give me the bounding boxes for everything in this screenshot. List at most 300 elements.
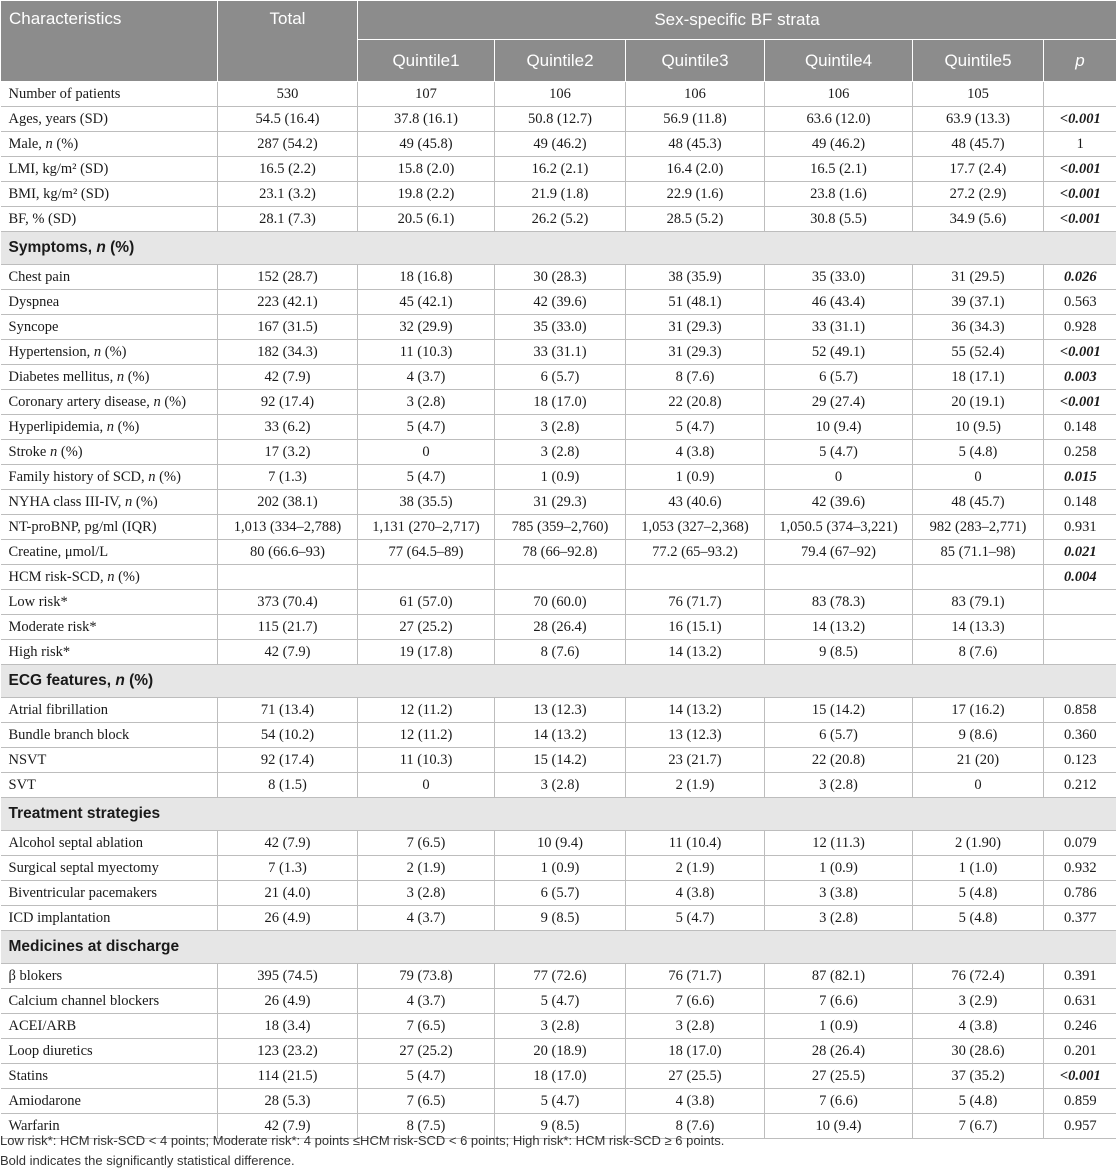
table-cell: 83 (78.3) xyxy=(765,590,913,615)
table-row xyxy=(1,831,1116,856)
table-cell: 6 (5.7) xyxy=(765,365,913,390)
table-cell: 106 xyxy=(495,82,626,107)
table-cell: 3 (2.8) xyxy=(765,906,913,931)
table-row xyxy=(1,265,1116,290)
table-cell: 50.8 (12.7) xyxy=(495,107,626,132)
p-value-cell: <0.001 xyxy=(1044,182,1116,207)
table-row xyxy=(1,182,1116,207)
table-cell: 33 (31.1) xyxy=(765,315,913,340)
table-cell: 20 (19.1) xyxy=(913,390,1044,415)
table-cell: 6 (5.7) xyxy=(765,723,913,748)
table-cell: 6 (5.7) xyxy=(495,365,626,390)
table-cell: 3 (2.8) xyxy=(626,1014,765,1039)
table-cell: 8 (7.5) xyxy=(358,1114,495,1139)
table-row xyxy=(1,565,1116,590)
table-cell: 18 (17.0) xyxy=(495,390,626,415)
p-value-cell: 0.928 xyxy=(1044,315,1116,340)
table-row xyxy=(1,881,1116,906)
table-row xyxy=(1,515,1116,540)
table-cell: 63.6 (12.0) xyxy=(765,107,913,132)
p-value-cell: 0.786 xyxy=(1044,881,1116,906)
table-cell: 22 (20.8) xyxy=(626,390,765,415)
p-value-cell: 0.079 xyxy=(1044,831,1116,856)
table-cell: 77 (72.6) xyxy=(495,964,626,989)
table-row xyxy=(1,490,1116,515)
table-cell: 10 (9.4) xyxy=(765,1114,913,1139)
table-cell: 0 xyxy=(913,773,1044,798)
table-cell: 373 (70.4) xyxy=(218,590,358,615)
table-cell: 52 (49.1) xyxy=(765,340,913,365)
table-cell: 48 (45.7) xyxy=(913,132,1044,157)
header-quintile-2: Quintile2 xyxy=(495,40,626,82)
header-strata: Sex-specific BF strata xyxy=(358,1,1116,40)
row-label: High risk* xyxy=(1,640,218,665)
table-cell: 223 (42.1) xyxy=(218,290,358,315)
table-cell: 76 (71.7) xyxy=(626,590,765,615)
table-cell: 17 (3.2) xyxy=(218,440,358,465)
table-cell: 1,131 (270–2,717) xyxy=(358,515,495,540)
table-cell: 5 (4.7) xyxy=(358,1064,495,1089)
table-cell: 83 (79.1) xyxy=(913,590,1044,615)
row-label: Atrial fibrillation xyxy=(1,698,218,723)
table-row xyxy=(1,1089,1116,1114)
table-cell: 4 (3.8) xyxy=(626,440,765,465)
table-cell: 76 (72.4) xyxy=(913,964,1044,989)
table-cell: 7 (6.5) xyxy=(358,1089,495,1114)
p-value-cell: 0.957 xyxy=(1044,1114,1116,1139)
row-label: Warfarin xyxy=(1,1114,218,1139)
table-cell: 5 (4.7) xyxy=(495,1089,626,1114)
table-cell: 79 (73.8) xyxy=(358,964,495,989)
table-row xyxy=(1,989,1116,1014)
table-cell: 152 (28.7) xyxy=(218,265,358,290)
table-cell: 1 (0.9) xyxy=(765,856,913,881)
table-cell: 32 (29.9) xyxy=(358,315,495,340)
table-row xyxy=(1,440,1116,465)
row-label: HCM risk-SCD, n (%) xyxy=(1,565,218,590)
table-row xyxy=(1,390,1116,415)
table-cell: 0 xyxy=(913,465,1044,490)
table-cell: 14 (13.2) xyxy=(765,615,913,640)
table-cell: 3 (3.8) xyxy=(765,881,913,906)
section-title: Symptoms, n (%) xyxy=(1,232,1116,265)
table-cell: 10 (9.4) xyxy=(495,831,626,856)
p-value-cell: 0.026 xyxy=(1044,265,1116,290)
table-row xyxy=(1,1064,1116,1089)
table-cell: 7 (6.5) xyxy=(358,831,495,856)
table-cell: 1 (0.9) xyxy=(626,465,765,490)
table-cell: 20.5 (6.1) xyxy=(358,207,495,232)
table-cell: 18 (16.8) xyxy=(358,265,495,290)
table-cell: 48 (45.7) xyxy=(913,490,1044,515)
table-cell: 21 (20) xyxy=(913,748,1044,773)
p-value-cell: 0.931 xyxy=(1044,515,1116,540)
row-label: BMI, kg/m² (SD) xyxy=(1,182,218,207)
table-cell: 123 (23.2) xyxy=(218,1039,358,1064)
table-cell: 23 (21.7) xyxy=(626,748,765,773)
table-cell: 2 (1.9) xyxy=(626,773,765,798)
row-label: Amiodarone xyxy=(1,1089,218,1114)
table-row xyxy=(1,157,1116,182)
row-label: NT-proBNP, pg/ml (IQR) xyxy=(1,515,218,540)
header-quintile-4: Quintile4 xyxy=(765,40,913,82)
table-cell: 31 (29.3) xyxy=(495,490,626,515)
section-row xyxy=(1,798,1116,831)
footnote-risk: Low risk*: HCM risk-SCD < 4 points; Moderate risk*: 4 points ≤HCM risk-SCD < 6 points; High risk*: HCM risk-SCD ≥ 6 points. xyxy=(0,1133,725,1148)
row-label: ACEI/ARB xyxy=(1,1014,218,1039)
row-label: Low risk* xyxy=(1,590,218,615)
table-cell: 105 xyxy=(913,82,1044,107)
header-characteristics: Characteristics xyxy=(1,1,218,82)
p-value-cell: 0.858 xyxy=(1044,698,1116,723)
p-value-cell: 0.859 xyxy=(1044,1089,1116,1114)
table-cell: 5 (4.8) xyxy=(913,906,1044,931)
table-cell: 37.8 (16.1) xyxy=(358,107,495,132)
row-label: β blokers xyxy=(1,964,218,989)
p-value-cell: <0.001 xyxy=(1044,340,1116,365)
table-body xyxy=(1,82,1116,1139)
table-cell: 1,050.5 (374–3,221) xyxy=(765,515,913,540)
table-row xyxy=(1,640,1116,665)
table-cell: 49 (46.2) xyxy=(765,132,913,157)
table-cell: 5 (4.7) xyxy=(765,440,913,465)
row-label: Alcohol septal ablation xyxy=(1,831,218,856)
p-value-cell: 0.246 xyxy=(1044,1014,1116,1039)
row-label: ICD implantation xyxy=(1,906,218,931)
table-cell: 10 (9.4) xyxy=(765,415,913,440)
table-cell: 28 (26.4) xyxy=(495,615,626,640)
p-value-cell: <0.001 xyxy=(1044,207,1116,232)
row-label: Biventricular pacemakers xyxy=(1,881,218,906)
table-cell: 92 (17.4) xyxy=(218,390,358,415)
table-cell: 51 (48.1) xyxy=(626,290,765,315)
table-cell: 11 (10.4) xyxy=(626,831,765,856)
table-cell: 16.2 (2.1) xyxy=(495,157,626,182)
table-cell: 42 (39.6) xyxy=(765,490,913,515)
table-cell: 16 (15.1) xyxy=(626,615,765,640)
table-cell: 31 (29.3) xyxy=(626,340,765,365)
table-cell: 107 xyxy=(358,82,495,107)
table-cell: 12 (11.3) xyxy=(765,831,913,856)
row-label: Stroke n (%) xyxy=(1,440,218,465)
table-row xyxy=(1,415,1116,440)
table-cell: 45 (42.1) xyxy=(358,290,495,315)
table-cell: 56.9 (11.8) xyxy=(626,107,765,132)
section-row xyxy=(1,232,1116,265)
table-cell: 1 (0.9) xyxy=(765,1014,913,1039)
row-label: Calcium channel blockers xyxy=(1,989,218,1014)
footnote-bold: Bold indicates the significantly statistical difference. xyxy=(0,1153,295,1168)
p-value-cell: 0.563 xyxy=(1044,290,1116,315)
table-cell: 30 (28.3) xyxy=(495,265,626,290)
table-cell: 4 (3.7) xyxy=(358,989,495,1014)
table-cell: 9 (8.5) xyxy=(765,640,913,665)
row-label: Diabetes mellitus, n (%) xyxy=(1,365,218,390)
table-cell: 167 (31.5) xyxy=(218,315,358,340)
table-cell: 14 (13.2) xyxy=(626,640,765,665)
table-cell: 19 (17.8) xyxy=(358,640,495,665)
table-cell: 785 (359–2,760) xyxy=(495,515,626,540)
table-cell: 42 (7.9) xyxy=(218,1114,358,1139)
table-cell: 4 (3.8) xyxy=(626,1089,765,1114)
table-cell xyxy=(626,565,765,590)
table-cell: 22 (20.8) xyxy=(765,748,913,773)
table-cell: 1 (0.9) xyxy=(495,856,626,881)
table-cell: 3 (2.8) xyxy=(495,415,626,440)
table-cell: 8 (1.5) xyxy=(218,773,358,798)
table-cell: 3 (2.8) xyxy=(495,440,626,465)
table-cell: 34.9 (5.6) xyxy=(913,207,1044,232)
table-cell: 5 (4.7) xyxy=(626,415,765,440)
table-cell: 7 (6.6) xyxy=(765,1089,913,1114)
table-cell: 38 (35.9) xyxy=(626,265,765,290)
table-cell: 8 (7.6) xyxy=(626,1114,765,1139)
table-cell xyxy=(913,565,1044,590)
table-cell: 28.1 (7.3) xyxy=(218,207,358,232)
table-row xyxy=(1,1039,1116,1064)
row-label: SVT xyxy=(1,773,218,798)
table-cell: 30.8 (5.5) xyxy=(765,207,913,232)
table-cell: 7 (6.7) xyxy=(913,1114,1044,1139)
table-cell: 15 (14.2) xyxy=(765,698,913,723)
table-cell: 28 (26.4) xyxy=(765,1039,913,1064)
table-cell: 71 (13.4) xyxy=(218,698,358,723)
row-label: Number of patients xyxy=(1,82,218,107)
table-cell: 16.4 (2.0) xyxy=(626,157,765,182)
table-cell: 49 (45.8) xyxy=(358,132,495,157)
table-cell: 114 (21.5) xyxy=(218,1064,358,1089)
table-cell: 7 (6.6) xyxy=(626,989,765,1014)
table-cell: 38 (35.5) xyxy=(358,490,495,515)
table-cell: 31 (29.5) xyxy=(913,265,1044,290)
table-cell: 33 (6.2) xyxy=(218,415,358,440)
table-cell: 87 (82.1) xyxy=(765,964,913,989)
table-cell: 13 (12.3) xyxy=(495,698,626,723)
table-cell: 2 (1.9) xyxy=(626,856,765,881)
table-cell: 5 (4.7) xyxy=(358,465,495,490)
table-cell: 21.9 (1.8) xyxy=(495,182,626,207)
table-cell: 12 (11.2) xyxy=(358,723,495,748)
p-value-cell: 0.377 xyxy=(1044,906,1116,931)
table-cell: 10 (9.5) xyxy=(913,415,1044,440)
table-row xyxy=(1,856,1116,881)
table-cell: 63.9 (13.3) xyxy=(913,107,1044,132)
table-row xyxy=(1,723,1116,748)
table-cell: 11 (10.3) xyxy=(358,340,495,365)
table-cell: 27 (25.5) xyxy=(626,1064,765,1089)
table-cell: 33 (31.1) xyxy=(495,340,626,365)
table-cell: 19.8 (2.2) xyxy=(358,182,495,207)
table-cell: 2 (1.90) xyxy=(913,831,1044,856)
table-row xyxy=(1,906,1116,931)
table-cell: 28 (5.3) xyxy=(218,1089,358,1114)
table-row xyxy=(1,465,1116,490)
table-cell: 1 (0.9) xyxy=(495,465,626,490)
p-value-cell: 0.932 xyxy=(1044,856,1116,881)
table-header xyxy=(1,1,1116,82)
table-cell: 70 (60.0) xyxy=(495,590,626,615)
p-value-cell: 0.003 xyxy=(1044,365,1116,390)
table-cell: 22.9 (1.6) xyxy=(626,182,765,207)
p-value-cell: 0.391 xyxy=(1044,964,1116,989)
table-cell: 106 xyxy=(765,82,913,107)
row-label: Dyspnea xyxy=(1,290,218,315)
table-cell: 8 (7.6) xyxy=(495,640,626,665)
p-value-cell: <0.001 xyxy=(1044,1064,1116,1089)
table-cell: 3 (2.8) xyxy=(495,1014,626,1039)
p-value-cell: <0.001 xyxy=(1044,107,1116,132)
row-label: Chest pain xyxy=(1,265,218,290)
table-cell: 4 (3.8) xyxy=(626,881,765,906)
table-cell: 27 (25.2) xyxy=(358,615,495,640)
table-row xyxy=(1,1014,1116,1039)
table-cell: 27.2 (2.9) xyxy=(913,182,1044,207)
table-cell: 18 (17.1) xyxy=(913,365,1044,390)
table-row xyxy=(1,590,1116,615)
table-cell: 5 (4.8) xyxy=(913,1089,1044,1114)
table-cell: 27 (25.5) xyxy=(765,1064,913,1089)
table-cell: 29 (27.4) xyxy=(765,390,913,415)
table-cell: 7 (6.6) xyxy=(765,989,913,1014)
table-cell: 77 (64.5–89) xyxy=(358,540,495,565)
table-cell: 1 (1.0) xyxy=(913,856,1044,881)
table-cell: 3 (2.8) xyxy=(358,881,495,906)
p-value-cell: 0.015 xyxy=(1044,465,1116,490)
row-label: Hyperlipidemia, n (%) xyxy=(1,415,218,440)
table-cell: 23.8 (1.6) xyxy=(765,182,913,207)
table-cell: 6 (5.7) xyxy=(495,881,626,906)
table-cell: 395 (74.5) xyxy=(218,964,358,989)
table-cell xyxy=(495,565,626,590)
table-row xyxy=(1,340,1116,365)
header-quintile-5: Quintile5 xyxy=(913,40,1044,82)
table-cell: 23.1 (3.2) xyxy=(218,182,358,207)
p-value-cell: 0.004 xyxy=(1044,565,1116,590)
p-value-cell: 0.212 xyxy=(1044,773,1116,798)
table-cell: 27 (25.2) xyxy=(358,1039,495,1064)
table-cell: 39 (37.1) xyxy=(913,290,1044,315)
table-cell: 42 (7.9) xyxy=(218,365,358,390)
section-row xyxy=(1,931,1116,964)
table-row xyxy=(1,698,1116,723)
table-cell: 3 (2.8) xyxy=(765,773,913,798)
row-label: Family history of SCD, n (%) xyxy=(1,465,218,490)
row-label: Ages, years (SD) xyxy=(1,107,218,132)
table-cell: 48 (45.3) xyxy=(626,132,765,157)
table-cell: 26 (4.9) xyxy=(218,906,358,931)
table-cell: 85 (71.1–98) xyxy=(913,540,1044,565)
table-cell: 49 (46.2) xyxy=(495,132,626,157)
table-row xyxy=(1,748,1116,773)
table-row xyxy=(1,132,1116,157)
p-value-cell: 0.148 xyxy=(1044,415,1116,440)
table-cell: 18 (17.0) xyxy=(495,1064,626,1089)
table-cell: 28.5 (5.2) xyxy=(626,207,765,232)
table-cell xyxy=(765,565,913,590)
p-value-cell xyxy=(1044,615,1116,640)
table-row xyxy=(1,615,1116,640)
table-cell: 13 (12.3) xyxy=(626,723,765,748)
header-total: Total xyxy=(218,1,358,82)
table-cell: 1,053 (327–2,368) xyxy=(626,515,765,540)
table-cell: 1,013 (334–2,788) xyxy=(218,515,358,540)
table-cell: 9 (8.6) xyxy=(913,723,1044,748)
table-cell: 7 (1.3) xyxy=(218,856,358,881)
table-cell: 4 (3.8) xyxy=(913,1014,1044,1039)
table-cell: 18 (17.0) xyxy=(626,1039,765,1064)
header-quintile-1: Quintile1 xyxy=(358,40,495,82)
table-cell: 0 xyxy=(358,440,495,465)
table-row xyxy=(1,365,1116,390)
table-cell: 42 (7.9) xyxy=(218,831,358,856)
p-value-cell: 1 xyxy=(1044,132,1116,157)
p-value-cell xyxy=(1044,640,1116,665)
table-cell: 9 (8.5) xyxy=(495,906,626,931)
table-cell: 14 (13.2) xyxy=(626,698,765,723)
p-value-cell xyxy=(1044,590,1116,615)
p-value-cell xyxy=(1044,82,1116,107)
table-cell: 80 (66.6–93) xyxy=(218,540,358,565)
table-cell: 202 (38.1) xyxy=(218,490,358,515)
table-cell: 115 (21.7) xyxy=(218,615,358,640)
table-cell: 21 (4.0) xyxy=(218,881,358,906)
table-cell: 0 xyxy=(765,465,913,490)
p-value-cell: 0.258 xyxy=(1044,440,1116,465)
table-row xyxy=(1,315,1116,340)
row-label: Loop diuretics xyxy=(1,1039,218,1064)
row-label: Syncope xyxy=(1,315,218,340)
table-cell: 36 (34.3) xyxy=(913,315,1044,340)
table-cell: 79.4 (67–92) xyxy=(765,540,913,565)
p-value-cell: 0.123 xyxy=(1044,748,1116,773)
table-cell: 17.7 (2.4) xyxy=(913,157,1044,182)
table-cell: 78 (66–92.8) xyxy=(495,540,626,565)
p-value-cell: <0.001 xyxy=(1044,157,1116,182)
table-cell: 106 xyxy=(626,82,765,107)
table-cell: 14 (13.2) xyxy=(495,723,626,748)
table-cell: 5 (4.7) xyxy=(626,906,765,931)
table-cell: 26 (4.9) xyxy=(218,989,358,1014)
p-value-cell: 0.021 xyxy=(1044,540,1116,565)
row-label: NYHA class III-IV, n (%) xyxy=(1,490,218,515)
table-cell: 982 (283–2,771) xyxy=(913,515,1044,540)
p-value-cell: 0.201 xyxy=(1044,1039,1116,1064)
table-cell: 61 (57.0) xyxy=(358,590,495,615)
row-label: Statins xyxy=(1,1064,218,1089)
table-cell: 35 (33.0) xyxy=(765,265,913,290)
table-cell xyxy=(358,565,495,590)
table-cell: 0 xyxy=(358,773,495,798)
header-quintile-3: Quintile3 xyxy=(626,40,765,82)
table-cell: 31 (29.3) xyxy=(626,315,765,340)
p-value-cell: 0.360 xyxy=(1044,723,1116,748)
row-label: Coronary artery disease, n (%) xyxy=(1,390,218,415)
row-label: Creatine, μmol/L xyxy=(1,540,218,565)
row-label: BF, % (SD) xyxy=(1,207,218,232)
table-cell: 5 (4.8) xyxy=(913,440,1044,465)
table-cell: 5 (4.7) xyxy=(358,415,495,440)
table-cell: 3 (2.8) xyxy=(358,390,495,415)
row-label: Moderate risk* xyxy=(1,615,218,640)
table-cell: 16.5 (2.1) xyxy=(765,157,913,182)
table-cell: 43 (40.6) xyxy=(626,490,765,515)
row-label: Hypertension, n (%) xyxy=(1,340,218,365)
table-cell: 14 (13.3) xyxy=(913,615,1044,640)
table-cell: 54.5 (16.4) xyxy=(218,107,358,132)
row-label: LMI, kg/m² (SD) xyxy=(1,157,218,182)
table-cell: 8 (7.6) xyxy=(626,365,765,390)
row-label: Surgical septal myectomy xyxy=(1,856,218,881)
